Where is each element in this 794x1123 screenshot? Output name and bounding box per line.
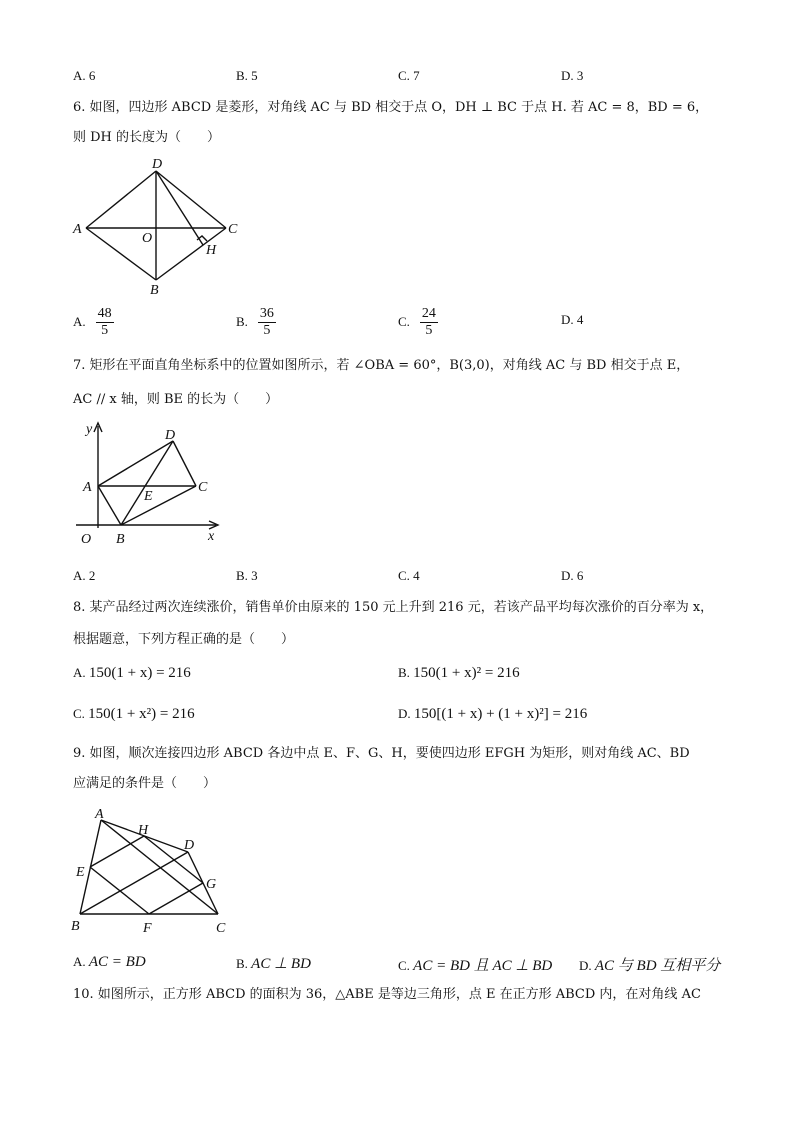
q7-label-x: x [208,529,215,544]
q7-label-o: O [81,532,92,547]
q7-rectangle-figure [68,418,228,550]
q9-option-b: B. AC ⊥ BD [236,956,311,972]
q6-rhombus-figure [68,158,248,296]
q9-question-line2: 应满足的条件是（ ） [73,776,217,791]
q9-label-c: C [216,921,226,936]
q6-label-d: D [152,158,163,172]
q7-label-b: B [116,532,125,547]
q6-label-b: B [150,283,159,296]
q9-label-d: D [184,838,195,853]
q8-option-d: D. 150[(1 + x) + (1 + x)²] = 216 [398,706,588,722]
q9-quadrilateral-figure [68,806,248,938]
q9-option-c: C. AC = BD 且 AC ⊥ BD [398,958,553,974]
q8-question-line1: 8. 某产品经过两次连续涨价，销售单价由原来的 150 元上升到 216 元，若该产品平均每次涨价的百分率为 x， [73,600,714,615]
q6-label-h: H [206,243,217,258]
q7-label-y: y [86,422,93,437]
q9-option-d: D. AC 与 BD 互相平分 [579,958,721,974]
q6-option-a: A. $\frac{48}{5}$ [73,305,112,338]
q8-question-line2: 根据题意，下列方程正确的是（ ） [73,632,295,647]
q6-label-c: C [228,222,238,237]
q7-label-e: E [144,489,153,504]
q5-option-b: B. 5 [236,68,258,83]
q7-label-a: A [83,480,92,495]
q6-option-c: C. $\frac{24}{5}$ [398,305,436,338]
q9-label-e: E [76,865,85,880]
q9-label-b: B [71,919,80,934]
q7-question-line1: 7. 矩形在平面直角坐标系中的位置如图所示，若 ∠OBA = 60°，B(3,0)，对角线 AC 与 BD 相交于点 E， [73,358,690,373]
q8-option-b: B. 150(1 + x)² = 216 [398,665,520,681]
q6-label-o: O [142,231,153,246]
q9-label-g: G [206,877,217,892]
q6-option-d: D. 4 [561,312,584,327]
q6-label-a: A [73,222,82,237]
q9-label-a: A [95,807,104,822]
q5-option-d: D. 3 [561,68,584,83]
q8-option-a: A. 150(1 + x) = 216 [73,665,191,681]
q9-question-line1: 9. 如图，顺次连接四边形 ABCD 各边中点 E、F、G、H，要使四边形 EFGH 为矩形，则对角线 AC、BD [73,746,690,761]
q8-option-c: C. 150(1 + x²) = 216 [73,706,195,722]
q7-option-b: B. 3 [236,568,258,583]
q7-label-c: C [198,480,208,495]
q6-question-line1: 6. 如图，四边形 ABCD 是菱形，对角线 AC 与 BD 相交于点 O，DH ⊥ BC 于点 H. 若 AC = 8，BD = 6， [73,100,709,115]
q6-question-line2: 则 DH 的长度为（ ） [73,130,221,145]
q7-question-line2: AC // x 轴，则 BE 的长为（ ） [73,392,279,407]
q6-option-b: B. $\frac{36}{5}$ [236,305,274,338]
q7-option-d: D. 6 [561,568,584,583]
q10-question-line1: 10. 如图所示，正方形 ABCD 的面积为 36，△ABE 是等边三角形，点 E 在正方形 ABCD 内，在对角线 AC [73,987,701,1002]
q7-option-c: C. 4 [398,568,420,583]
q9-label-h: H [138,823,149,838]
q5-option-c: C. 7 [398,68,420,83]
q7-label-d: D [165,428,176,443]
q5-option-a: A. 6 [73,68,96,83]
q7-option-a: A. 2 [73,568,96,583]
q9-option-a: A. AC = BD [73,954,146,970]
q9-label-f: F [143,921,152,936]
